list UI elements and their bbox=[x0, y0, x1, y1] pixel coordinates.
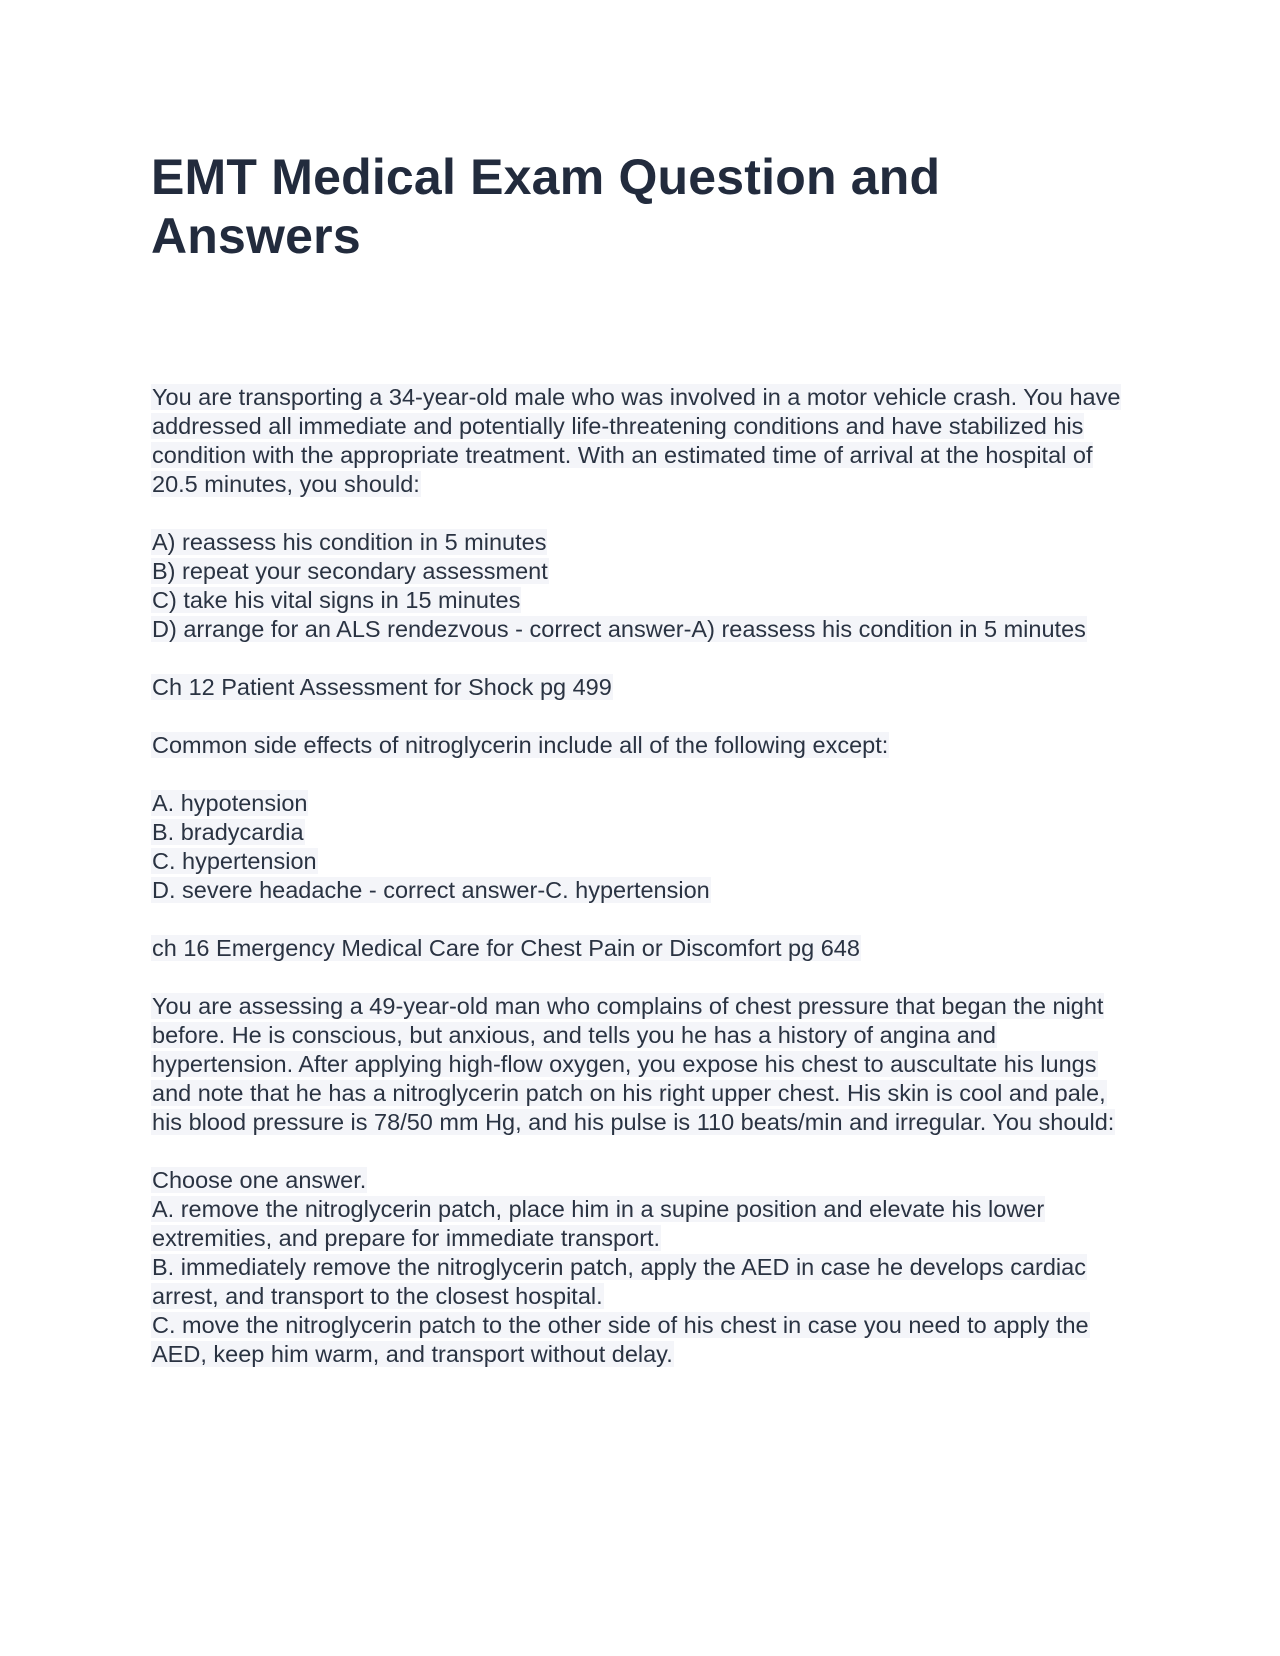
question-1-option-c: C) take his vital signs in 15 minutes bbox=[152, 587, 521, 613]
question-2-option-c: C. hypertension bbox=[152, 848, 317, 874]
question-1-prompt-text: You are transporting a 34-year-old male who was involved in a motor vehicle crash. You have addressed all immediate and potentially life-threatening conditions and have stabilized his condition with the appropriate treatment. With an estimated time of arrival at the hospital of 20.5 minutes, you should: bbox=[152, 384, 1121, 497]
question-1-prompt bbox=[151, 383, 1141, 499]
question-1-option-b: B) repeat your secondary assessment bbox=[152, 558, 548, 584]
question-3-option-c: C. move the nitroglycerin patch to the other side of his chest in case you need to apply the AED, keep him warm, and transport without delay. bbox=[152, 1312, 1089, 1367]
question-1-option-a: A) reassess his condition in 5 minutes bbox=[152, 529, 547, 555]
question-2-prompt-text: Common side effects of nitroglycerin include all of the following except: bbox=[152, 732, 889, 758]
question-3-instruction: Choose one answer. bbox=[152, 1167, 367, 1193]
question-2-option-b: B. bradycardia bbox=[152, 819, 304, 845]
question-2-reference-text: ch 16 Emergency Medical Care for Chest Pain or Discomfort pg 648 bbox=[152, 935, 860, 961]
question-2-options bbox=[151, 789, 1141, 905]
question-3-options bbox=[151, 1166, 1141, 1369]
question-2-option-d: D. severe headache - correct answer-C. hypertension bbox=[152, 877, 710, 903]
question-2-reference bbox=[151, 934, 1141, 963]
question-3-prompt-text: You are assessing a 49-year-old man who complains of chest pressure that began the night before. He is conscious, but anxious, and tells you he has a history of angina and hypertension. After applying high-flow oxygen, you expose his chest to auscultate his lungs and note that he has a nitroglycerin patch on his right upper chest. His skin is cool and pale, his blood pressure is 78/50 mm Hg, and his pulse is 110 beats/min and irregular. You should: bbox=[152, 993, 1115, 1135]
title-area bbox=[151, 148, 1136, 266]
question-3-option-a: A. remove the nitroglycerin patch, place him in a supine position and elevate his lower extremities, and prepare for immediate transport. bbox=[152, 1196, 1045, 1251]
question-1-reference bbox=[151, 673, 1141, 702]
question-1-reference-text: Ch 12 Patient Assessment for Shock pg 499 bbox=[152, 674, 612, 700]
document-title: EMT Medical Exam Question and Answers bbox=[151, 149, 941, 264]
question-2-option-a: A. hypotension bbox=[152, 790, 308, 816]
question-1-options bbox=[151, 528, 1141, 644]
question-3-prompt bbox=[151, 992, 1141, 1137]
question-2-prompt bbox=[151, 731, 1141, 760]
question-3-option-b: B. immediately remove the nitroglycerin patch, apply the AED in case he develops cardiac arrest, and transport to the closest hospital. bbox=[152, 1254, 1086, 1309]
document-body bbox=[151, 383, 1141, 1398]
question-1-option-d: D) arrange for an ALS rendezvous - correct answer-A) reassess his condition in 5 minutes bbox=[152, 616, 1086, 642]
